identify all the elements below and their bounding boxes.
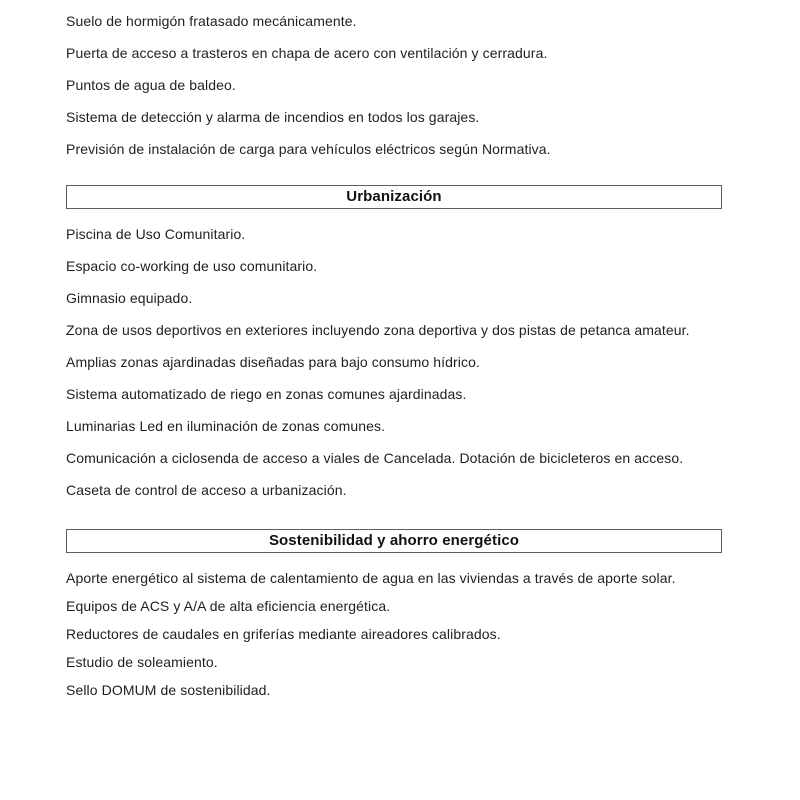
spec-line: Aporte energético al sistema de calentamiento de agua en las viviendas a través de aporte solar. [66,570,676,586]
spec-line: Comunicación a ciclosenda de acceso a viales de Cancelada. Dotación de bicicleteros en acceso. [66,450,684,466]
spec-line: Previsión de instalación de carga para vehículos eléctricos según Normativa. [66,141,551,157]
urbanizacion-spec-list [66,225,722,499]
spec-line: Sistema de detección y alarma de incendios en todos los garajes. [66,109,480,125]
spec-line: Reductores de caudales en griferías mediante aireadores calibrados. [66,626,501,642]
spec-line: Piscina de Uso Comunitario. [66,226,246,242]
sostenibilidad-spec-list [66,569,722,699]
spec-line: Luminarias Led en iluminación de zonas comunes. [66,418,386,434]
spec-line: Caseta de control de acceso a urbanización. [66,482,347,498]
section-title: Sostenibilidad y ahorro energético [268,532,520,549]
spec-line: Suelo de hormigón fratasado mecánicamente. [66,13,357,29]
spec-line: Puntos de agua de baldeo. [66,77,236,93]
spec-line: Amplias zonas ajardinadas diseñadas para bajo consumo hídrico. [66,354,480,370]
spec-line: Sello DOMUM de sostenibilidad. [66,682,271,698]
spec-line: Equipos de ACS y A/A de alta eficiencia energética. [66,598,391,614]
spec-line: Zona de usos deportivos en exteriores incluyendo zona deportiva y dos pistas de petanca amateur. [66,322,690,338]
spec-line: Sistema automatizado de riego en zonas comunes ajardinadas. [66,386,467,402]
spec-line: Puerta de acceso a trasteros en chapa de acero con ventilación y cerradura. [66,45,548,61]
spec-line: Gimnasio equipado. [66,290,193,306]
spec-line: Espacio co-working de uso comunitario. [66,258,318,274]
section-title: Urbanización [346,188,442,205]
section-header-sostenibilidad [66,529,722,553]
spec-line: Estudio de soleamiento. [66,654,218,670]
section-header-urbanizacion [66,185,722,209]
intro-spec-list [66,12,722,158]
